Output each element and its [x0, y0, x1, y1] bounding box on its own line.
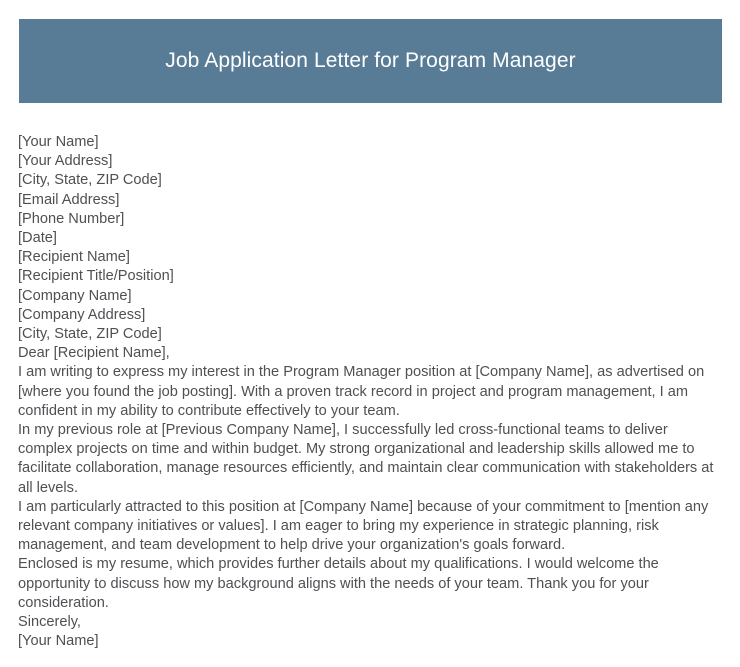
- recipient-line: [Company Address]: [18, 306, 146, 323]
- recipient-line: [City, State, ZIP Code]: [18, 326, 162, 343]
- sender-line: [Your Name]: [18, 134, 99, 150]
- sender-address-block: [18, 133, 720, 248]
- sender-line: [Phone Number]: [18, 210, 125, 227]
- sender-line: [Email Address]: [18, 191, 120, 208]
- recipient-address-block: [18, 248, 720, 344]
- sender-line: [Your Address]: [18, 153, 113, 170]
- sender-line: [Date]: [18, 230, 57, 247]
- page-title: Job Application Letter for Program Manager: [165, 49, 576, 73]
- letter-paragraph: In my previous role at [Previous Company Name], I successfully led cross-functional teams to deliver complex projects on time and within budget. My strong organizational and leadership skills allowed me to facilitate collaboration, manage resources efficiently, and maintain clear communication with stakeholders at all levels.: [18, 422, 714, 496]
- closing-salutation: Sincerely,: [18, 614, 81, 631]
- signature-name: [Your Name]: [18, 633, 99, 650]
- recipient-line: [Company Name]: [18, 287, 132, 304]
- salutation: Dear [Recipient Name],: [18, 345, 170, 362]
- letter-paragraph: Enclosed is my resume, which provides further details about my qualifications. I would welcome the opportunity to discuss how my background aligns with the needs of your team. Thank you for your consideration.: [18, 556, 659, 611]
- sender-line: [City, State, ZIP Code]: [18, 172, 162, 189]
- letter-paragraph: I am writing to express my interest in the Program Manager position at [Company Name], as advertised on [where you found the job posting]. With a proven track record in project and program management, I am confident in my ability to contribute effectively to your team.: [18, 364, 705, 419]
- recipient-line: [Recipient Name]: [18, 249, 130, 266]
- letter-header-banner: [19, 19, 722, 103]
- letter-body: [18, 133, 720, 651]
- letter-paragraph: I am particularly attracted to this position at [Company Name] because of your commitment to [mention any relevant company initiatives or values]. I am eager to bring my experience in strategic planning, risk management, and team development to help drive your organization's goals forward.: [18, 498, 709, 554]
- recipient-line: [Recipient Title/Position]: [18, 268, 174, 285]
